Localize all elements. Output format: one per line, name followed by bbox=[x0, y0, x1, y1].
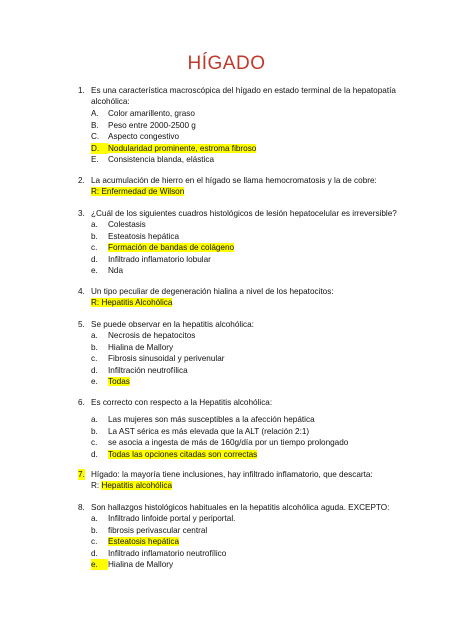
option-6d bbox=[91, 449, 391, 460]
question-2 bbox=[78, 175, 398, 186]
option-letter: d. bbox=[91, 449, 98, 459]
option-5b bbox=[91, 342, 391, 353]
option-8e bbox=[91, 559, 391, 570]
option-3a bbox=[91, 219, 391, 230]
option-3e bbox=[91, 265, 391, 276]
answer-7 bbox=[91, 480, 172, 491]
question-number: 6. bbox=[78, 398, 85, 407]
answer-4 bbox=[91, 297, 172, 308]
option-5e bbox=[91, 376, 391, 387]
option-text: Fibrosis sinusoidal y perivenular bbox=[108, 354, 225, 363]
option-6b bbox=[91, 426, 391, 437]
option-letter: d. bbox=[91, 254, 98, 264]
option-letter: c. bbox=[91, 354, 98, 363]
option-letter: D. bbox=[91, 143, 108, 154]
option-text: Infiltración neutrofílica bbox=[108, 365, 188, 375]
option-letter: d. bbox=[91, 365, 98, 375]
question-number: 2. bbox=[78, 176, 85, 185]
option-3c bbox=[91, 242, 391, 253]
page-title: HÍGADO bbox=[187, 53, 266, 74]
option-5a bbox=[91, 330, 391, 341]
option-1d bbox=[91, 143, 391, 154]
option-letter: d. bbox=[91, 548, 98, 558]
option-6a bbox=[91, 414, 391, 425]
option-letter: C. bbox=[91, 132, 100, 141]
option-text: Hialina de Mallory bbox=[108, 560, 174, 569]
option-letter: c. bbox=[91, 438, 98, 447]
option-8d bbox=[91, 548, 391, 559]
answer-text: R: Enfermedad de Wilson bbox=[91, 187, 185, 196]
question-text: Son hallazgos histológicos habituales en la hepatitis alcohólica aguda. EXCEPTO: bbox=[91, 503, 390, 512]
option-letter: a. bbox=[91, 415, 98, 424]
option-letter: e. bbox=[91, 266, 98, 275]
question-text: La acumulación de hierro en el hígado se llama hemocromatosis y la de cobre: bbox=[91, 176, 377, 185]
option-text: Esteatosis hepática bbox=[108, 537, 180, 546]
option-8b bbox=[91, 525, 391, 536]
option-5c bbox=[91, 353, 391, 364]
option-letter: b. bbox=[91, 426, 98, 436]
option-letter: c. bbox=[91, 537, 98, 546]
option-letter: e. bbox=[91, 559, 108, 570]
question-number: 4. bbox=[78, 287, 85, 296]
option-text: Infiltrado inflamatorio neutrofílico bbox=[108, 548, 227, 558]
question-text: ¿Cuál de los siguientes cuadros histológicos de lesión hepatocelular es irreversible? bbox=[91, 209, 397, 218]
option-1a bbox=[91, 108, 391, 119]
option-letter: A. bbox=[91, 109, 99, 118]
question-text: Se puede observar en la hepatitis alcohólica: bbox=[91, 320, 254, 329]
option-text: Peso entre 2000-2500 g bbox=[108, 120, 196, 130]
option-letter: a. bbox=[91, 331, 98, 340]
question-text: Es una característica macroscópica del hígado en estado terminal de la hepatopatía alcohólica: bbox=[91, 86, 396, 107]
question-5 bbox=[78, 319, 398, 330]
question-3 bbox=[78, 208, 398, 219]
answer-2 bbox=[91, 186, 184, 197]
option-text: Las mujeres son más susceptibles a la afección hepática bbox=[108, 415, 315, 424]
option-text: Colestasis bbox=[108, 220, 146, 229]
question-7 bbox=[78, 469, 398, 480]
option-text: Formación de bandas de colágeno bbox=[108, 243, 235, 252]
option-text: Todas bbox=[108, 377, 130, 386]
option-text: Esteatosis hepática bbox=[108, 231, 180, 241]
question-4 bbox=[78, 286, 398, 297]
question-number: 3. bbox=[78, 209, 85, 218]
option-text: Infiltrado inflamatorio lobular bbox=[108, 254, 211, 264]
option-8a bbox=[91, 513, 391, 524]
option-text: Hialina de Mallory bbox=[108, 342, 174, 352]
question-6 bbox=[78, 397, 398, 408]
option-1e bbox=[91, 154, 391, 165]
question-1 bbox=[78, 85, 398, 107]
option-text: Aspecto congestivo bbox=[108, 132, 180, 141]
option-6c bbox=[91, 437, 391, 448]
option-text: Necrosis de hepatocitos bbox=[108, 331, 196, 340]
option-letter: c. bbox=[91, 243, 98, 252]
option-text: fibrosis perivascular central bbox=[108, 525, 208, 535]
question-8 bbox=[78, 502, 398, 513]
option-text: Todas las opciones citadas son correctas bbox=[108, 449, 258, 459]
question-text: Un tipo peculiar de degeneración hialina a nivel de los hepatocitos: bbox=[91, 287, 334, 296]
answer-text: R: Hepatitis Alcohólica bbox=[91, 298, 173, 307]
option-text: se asocia a ingesta de más de 160g/día por un tiempo prolongado bbox=[108, 438, 349, 447]
option-text: Infiltrado linfoide portal y periportal. bbox=[108, 514, 236, 523]
answer-text: Hepatitis alcohólica bbox=[101, 481, 173, 490]
option-letter: b. bbox=[91, 525, 98, 535]
question-number: 5. bbox=[78, 320, 85, 329]
option-text: Nodularidad prominente, estroma fibroso bbox=[108, 143, 257, 153]
option-1b bbox=[91, 120, 391, 131]
option-5d bbox=[91, 365, 391, 376]
option-letter: B. bbox=[91, 120, 99, 130]
option-text: Consistencia blanda, elástica bbox=[108, 155, 215, 164]
option-letter: e. bbox=[91, 377, 98, 386]
option-3d bbox=[91, 254, 391, 265]
question-number: 1. bbox=[78, 86, 85, 95]
option-1c bbox=[91, 131, 391, 142]
option-text: Nda bbox=[108, 266, 124, 275]
question-text: Es correcto con respecto a la Hepatitis alcohólica: bbox=[91, 398, 273, 407]
answer-prefix: R: bbox=[91, 481, 100, 490]
option-text: La AST sérica es más elevada que la ALT (relación 2:1) bbox=[108, 426, 310, 436]
option-text: Color amarillento, graso bbox=[108, 109, 195, 118]
question-number: 8. bbox=[78, 503, 85, 512]
question-text: Hígado: la mayoría tiene inclusiones, hay infiltrado inflamatorio, que descarta: bbox=[91, 470, 373, 479]
option-letter: b. bbox=[91, 231, 98, 241]
option-3b bbox=[91, 231, 391, 242]
question-number: 7. bbox=[78, 470, 85, 479]
option-letter: a. bbox=[91, 514, 98, 523]
option-letter: b. bbox=[91, 342, 98, 352]
option-letter: E. bbox=[91, 155, 99, 164]
option-8c bbox=[91, 536, 391, 547]
option-letter: a. bbox=[91, 220, 98, 229]
